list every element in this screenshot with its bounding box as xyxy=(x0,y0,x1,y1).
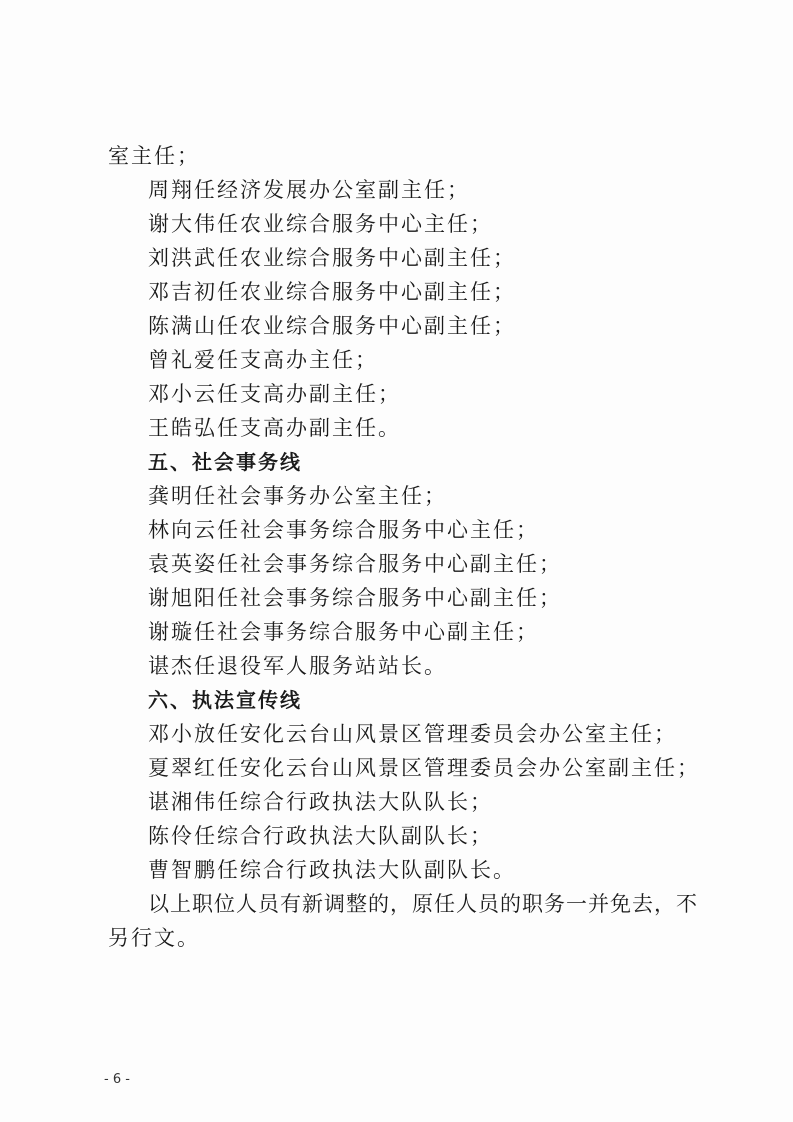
text-line: 以上职位人员有新调整的，原任人员的职务一并免去，不 xyxy=(148,892,698,916)
text-line: 邓吉初任农业综合服务中心副主任； xyxy=(148,280,516,304)
section-heading: 五、社会事务线 xyxy=(148,450,302,474)
text-line: 邓小云任支高办副主任； xyxy=(148,382,401,406)
text-line: 龚明任社会事务办公室主任； xyxy=(148,484,447,508)
text-line: 曹智鹏任综合行政执法大队副队长。 xyxy=(148,858,516,882)
text-line: 室主任； xyxy=(108,144,200,168)
page-number: - 6 - xyxy=(104,1072,130,1087)
text-line: 王皓弘任支高办副主任。 xyxy=(148,416,401,440)
text-line: 夏翠红任安化云台山风景区管理委员会办公室副主任； xyxy=(148,756,700,780)
text-line: 另行文。 xyxy=(108,926,200,950)
section-heading: 六、执法宣传线 xyxy=(148,688,302,712)
text-line: 谌杰任退役军人服务站站长。 xyxy=(148,654,447,678)
text-line: 陈伶任综合行政执法大队副队长； xyxy=(148,824,493,848)
text-line: 谢璇任社会事务综合服务中心副主任； xyxy=(148,620,539,644)
text-line: 刘洪武任农业综合服务中心副主任； xyxy=(148,246,516,270)
text-line: 林向云任社会事务综合服务中心主任； xyxy=(148,518,539,542)
text-line: 谌湘伟任综合行政执法大队队长； xyxy=(148,790,493,814)
text-line: 周翔任经济发展办公室副主任； xyxy=(148,178,470,202)
text-line: 谢旭阳任社会事务综合服务中心副主任； xyxy=(148,586,562,610)
text-line: 陈满山任农业综合服务中心副主任； xyxy=(148,314,516,338)
text-line: 谢大伟任农业综合服务中心主任； xyxy=(148,212,493,236)
text-line: 曾礼爱任支高办主任； xyxy=(148,348,378,372)
text-line: 邓小放任安化云台山风景区管理委员会办公室主任； xyxy=(148,722,677,746)
text-line: 袁英姿任社会事务综合服务中心副主任； xyxy=(148,552,562,576)
